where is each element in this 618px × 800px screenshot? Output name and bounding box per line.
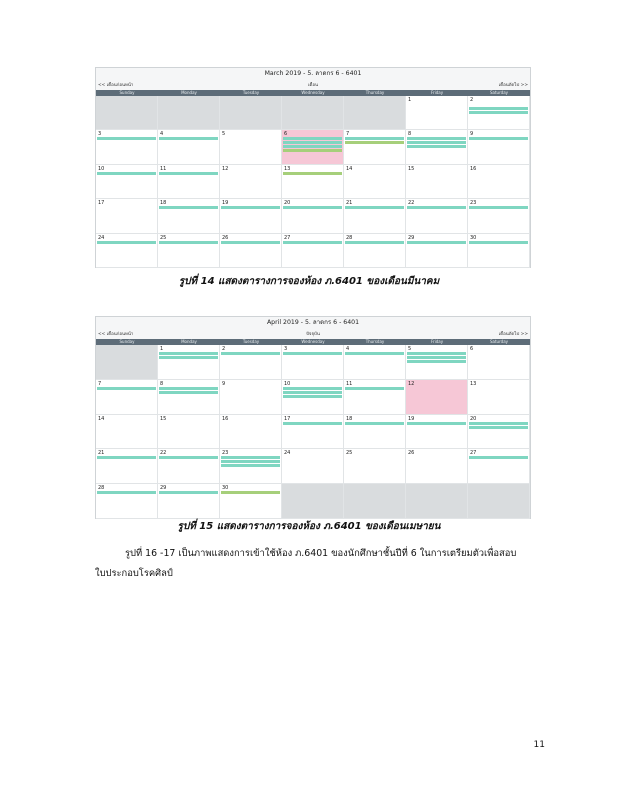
day-cell[interactable]: [468, 449, 530, 484]
day-cell[interactable]: [282, 165, 344, 199]
day-cell[interactable]: [158, 484, 220, 519]
day-number: 26: [408, 450, 415, 457]
day-number: 27: [284, 234, 291, 241]
day-cell[interactable]: [220, 380, 282, 415]
booking-event[interactable]: [283, 172, 342, 175]
weekday-label: Monday: [181, 90, 197, 95]
day-cell[interactable]: [96, 484, 158, 519]
booking-event[interactable]: [469, 137, 528, 140]
booking-event[interactable]: [97, 491, 156, 494]
day-number: 12: [408, 380, 415, 387]
day-cell[interactable]: [158, 96, 220, 130]
booking-event[interactable]: [345, 137, 404, 140]
weekday-label: Sunday: [119, 339, 135, 344]
day-number: 11: [346, 380, 353, 387]
day-cell[interactable]: [158, 199, 220, 233]
body-paragraph: [95, 544, 531, 584]
booking-event[interactable]: [469, 206, 528, 209]
weekday-label: Saturday: [489, 339, 509, 344]
day-cell[interactable]: [468, 234, 530, 268]
day-cell[interactable]: [344, 484, 406, 519]
day-number: 3: [284, 346, 288, 352]
day-cell[interactable]: [96, 96, 158, 130]
day-cell[interactable]: [282, 449, 344, 484]
calendar-grid: [96, 96, 530, 268]
day-number: 22: [408, 200, 415, 207]
day-cell[interactable]: [406, 165, 468, 199]
day-number: 14: [98, 415, 105, 422]
booking-event[interactable]: [97, 241, 156, 244]
day-cell[interactable]: [344, 345, 406, 380]
day-cell[interactable]: [468, 415, 530, 450]
page-number: 11: [533, 740, 545, 750]
day-cell[interactable]: [158, 165, 220, 199]
day-cell[interactable]: [220, 199, 282, 233]
day-number: 9: [222, 380, 226, 387]
day-cell[interactable]: [282, 484, 344, 519]
day-cell[interactable]: [96, 130, 158, 164]
booking-event[interactable]: [159, 387, 218, 390]
day-number: 18: [346, 415, 353, 422]
day-number: 30: [222, 485, 229, 492]
booking-event[interactable]: [221, 352, 280, 355]
day-number: 2: [222, 346, 226, 352]
day-cell[interactable]: [96, 449, 158, 484]
current-month-link[interactable]: ปัจจุบัน: [306, 332, 320, 337]
day-cell[interactable]: [468, 130, 530, 164]
day-number: 28: [346, 234, 353, 241]
weekday-label: Saturday: [489, 90, 509, 95]
weekday-label: Friday: [430, 90, 444, 95]
weekday-label: Monday: [181, 339, 197, 344]
day-cell[interactable]: [158, 130, 220, 164]
next-month-link[interactable]: เดือนถัดไป >>: [498, 332, 528, 337]
day-number: 16: [470, 165, 477, 172]
day-number: 8: [160, 380, 164, 387]
day-number: 21: [346, 200, 353, 207]
day-number: 15: [408, 165, 415, 172]
paragraph-line: ใบประกอบโรคศิลป์: [95, 568, 173, 579]
day-cell[interactable]: [282, 415, 344, 450]
booking-event[interactable]: [407, 241, 466, 244]
booking-event[interactable]: [159, 491, 218, 494]
day-cell[interactable]: [406, 345, 468, 380]
day-number: 29: [160, 485, 167, 492]
calendar-grid: [96, 345, 530, 519]
weekday-label: Thursday: [365, 339, 385, 344]
day-number: 25: [346, 450, 353, 457]
day-cell[interactable]: [282, 96, 344, 130]
day-number: 30: [470, 234, 477, 241]
day-cell[interactable]: [344, 415, 406, 450]
day-cell[interactable]: [344, 380, 406, 415]
day-number: 11: [160, 165, 167, 172]
day-cell[interactable]: [344, 165, 406, 199]
day-number: 4: [160, 131, 164, 138]
day-cell[interactable]: [468, 380, 530, 415]
day-number: 12: [222, 165, 229, 172]
day-cell[interactable]: [406, 449, 468, 484]
prev-month-link[interactable]: << เดือนก่อนหน้า: [98, 332, 134, 337]
day-number: 1: [160, 346, 164, 352]
prev-month-link[interactable]: << เดือนก่อนหน้า: [98, 83, 134, 88]
day-number: 19: [408, 415, 415, 422]
booking-event[interactable]: [345, 387, 404, 390]
booking-event[interactable]: [221, 460, 280, 463]
day-number: 17: [284, 415, 291, 422]
figure-caption-march: รูปที่ 14 แสดงตารางการจองห้อง ภ.6401 ของเดือนมีนาคม: [178, 276, 440, 287]
day-cell[interactable]: [96, 234, 158, 268]
april-calendar: [95, 316, 531, 519]
day-number: 6: [470, 346, 474, 352]
day-number: 5: [222, 131, 226, 138]
day-cell[interactable]: [282, 199, 344, 233]
booking-event[interactable]: [345, 422, 404, 425]
day-cell[interactable]: [158, 234, 220, 268]
day-cell[interactable]: [220, 345, 282, 380]
day-number: 18: [160, 200, 167, 207]
day-cell[interactable]: [468, 96, 530, 130]
day-number: 17: [98, 200, 105, 207]
day-cell[interactable]: [344, 234, 406, 268]
booking-event[interactable]: [159, 456, 218, 459]
booking-event[interactable]: [407, 206, 466, 209]
day-cell[interactable]: [96, 345, 158, 380]
day-cell[interactable]: [282, 130, 344, 164]
day-number: 29: [408, 234, 415, 241]
day-cell[interactable]: [406, 380, 468, 415]
day-cell[interactable]: [344, 130, 406, 164]
day-cell[interactable]: [158, 415, 220, 450]
day-number: 16: [222, 415, 229, 422]
day-cell[interactable]: [158, 449, 220, 484]
booking-event[interactable]: [469, 241, 528, 244]
day-cell[interactable]: [220, 449, 282, 484]
weekday-label: Friday: [430, 339, 444, 344]
day-cell[interactable]: [468, 484, 530, 519]
day-cell[interactable]: [220, 165, 282, 199]
booking-event[interactable]: [221, 456, 280, 459]
booking-event[interactable]: [97, 172, 156, 175]
booking-event[interactable]: [159, 356, 218, 359]
day-number: 3: [98, 131, 102, 138]
booking-event[interactable]: [407, 356, 466, 359]
day-cell[interactable]: [96, 165, 158, 199]
booking-event[interactable]: [159, 137, 218, 140]
day-number: 9: [470, 131, 474, 138]
day-number: 2: [470, 97, 474, 103]
day-number: 13: [284, 165, 291, 172]
booking-event[interactable]: [345, 241, 404, 244]
day-number: 24: [98, 234, 105, 241]
day-cell[interactable]: [96, 199, 158, 233]
day-number: 15: [160, 415, 167, 422]
day-cell[interactable]: [468, 345, 530, 380]
weekday-label: Wednesday: [301, 339, 325, 344]
day-cell[interactable]: [468, 199, 530, 233]
booking-event[interactable]: [221, 241, 280, 244]
booking-event[interactable]: [469, 456, 528, 459]
weekday-label: Wednesday: [301, 90, 325, 95]
booking-event[interactable]: [283, 141, 342, 144]
day-number: 10: [98, 165, 105, 172]
booking-event[interactable]: [159, 391, 218, 394]
booking-event[interactable]: [283, 241, 342, 244]
day-number: 21: [98, 450, 105, 457]
booking-event[interactable]: [469, 422, 528, 425]
day-number: 7: [346, 131, 350, 138]
day-number: 8: [408, 131, 412, 138]
booking-event[interactable]: [283, 391, 342, 394]
booking-event[interactable]: [159, 172, 218, 175]
day-cell[interactable]: [406, 484, 468, 519]
day-number: 24: [284, 450, 291, 457]
booking-event[interactable]: [283, 395, 342, 398]
booking-event[interactable]: [345, 141, 404, 144]
booking-event[interactable]: [469, 111, 528, 114]
day-number: 22: [160, 450, 167, 457]
booking-event[interactable]: [97, 387, 156, 390]
booking-event[interactable]: [345, 206, 404, 209]
day-cell[interactable]: [96, 415, 158, 450]
day-cell[interactable]: [158, 380, 220, 415]
day-number: 7: [98, 380, 102, 387]
booking-event[interactable]: [159, 206, 218, 209]
booking-event[interactable]: [221, 464, 280, 467]
day-number: 25: [160, 234, 167, 241]
day-cell[interactable]: [406, 234, 468, 268]
calendar-header: [96, 68, 530, 90]
day-cell[interactable]: [220, 96, 282, 130]
weekday-label: Tuesday: [242, 339, 260, 344]
booking-event[interactable]: [159, 241, 218, 244]
booking-event[interactable]: [283, 422, 342, 425]
day-cell[interactable]: [282, 234, 344, 268]
booking-event[interactable]: [407, 422, 466, 425]
day-number: 13: [470, 380, 477, 387]
march-calendar: [95, 67, 531, 268]
weekday-label: Tuesday: [242, 90, 260, 95]
day-number: 4: [346, 346, 350, 352]
day-cell[interactable]: [344, 96, 406, 130]
day-cell[interactable]: [220, 234, 282, 268]
booking-event[interactable]: [407, 360, 466, 363]
booking-event[interactable]: [221, 206, 280, 209]
current-month-link[interactable]: เดือน: [308, 83, 318, 88]
booking-event[interactable]: [159, 352, 218, 355]
day-number: 28: [98, 485, 105, 492]
booking-event[interactable]: [283, 137, 342, 140]
day-cell[interactable]: [406, 415, 468, 450]
calendar-title: March 2019 - 5. ลาดกร 6 - 6401: [264, 70, 362, 77]
day-number: 6: [284, 131, 288, 138]
booking-event[interactable]: [283, 206, 342, 209]
day-number: 10: [284, 380, 291, 387]
day-cell[interactable]: [406, 199, 468, 233]
day-cell[interactable]: [468, 165, 530, 199]
calendar-header: [96, 317, 530, 339]
booking-event[interactable]: [407, 141, 466, 144]
day-cell[interactable]: [282, 345, 344, 380]
booking-event[interactable]: [407, 352, 466, 355]
next-month-link[interactable]: เดือนถัดไป >>: [498, 83, 528, 88]
day-number: 23: [222, 450, 229, 457]
day-number: 19: [222, 200, 229, 207]
booking-event[interactable]: [221, 491, 280, 494]
day-cell[interactable]: [344, 449, 406, 484]
booking-event[interactable]: [407, 137, 466, 140]
day-number: 14: [346, 165, 353, 172]
booking-event[interactable]: [283, 149, 342, 152]
booking-event[interactable]: [345, 352, 404, 355]
day-cell[interactable]: [220, 415, 282, 450]
day-cell[interactable]: [158, 345, 220, 380]
day-cell[interactable]: [406, 130, 468, 164]
paragraph-line: รูปที่ 16 -17 เป็นภาพแสดงการเข้าใช้ห้อง ภ.6401 ของนักศึกษาชั้นปีที่ 6 ในการเตรียมตัวเพื่อสอบ: [125, 548, 517, 559]
day-cell[interactable]: [220, 130, 282, 164]
day-number: 26: [222, 234, 229, 241]
day-number: 20: [284, 200, 291, 207]
day-number: 1: [408, 97, 412, 103]
booking-event[interactable]: [283, 352, 342, 355]
day-number: 20: [470, 415, 477, 422]
booking-event[interactable]: [283, 145, 342, 148]
day-cell[interactable]: [96, 380, 158, 415]
booking-event[interactable]: [97, 137, 156, 140]
day-number: 23: [470, 200, 477, 207]
booking-event[interactable]: [469, 107, 528, 110]
booking-event[interactable]: [407, 145, 466, 148]
booking-event[interactable]: [283, 387, 342, 390]
weekday-label: Thursday: [365, 90, 385, 95]
day-number: 5: [408, 346, 412, 352]
day-number: 27: [470, 450, 477, 457]
booking-event[interactable]: [97, 456, 156, 459]
calendar-title: April 2019 - 5. ลาดกร 6 - 6401: [266, 319, 360, 326]
day-cell[interactable]: [220, 484, 282, 519]
weekday-label: Sunday: [119, 90, 135, 95]
day-cell[interactable]: [282, 380, 344, 415]
day-cell[interactable]: [344, 199, 406, 233]
booking-event[interactable]: [469, 426, 528, 429]
figure-caption-april: รูปที่ 15 แสดงตารางการจองห้อง ภ.6401 ของเดือนเมษายน: [177, 521, 441, 532]
day-cell[interactable]: [406, 96, 468, 130]
